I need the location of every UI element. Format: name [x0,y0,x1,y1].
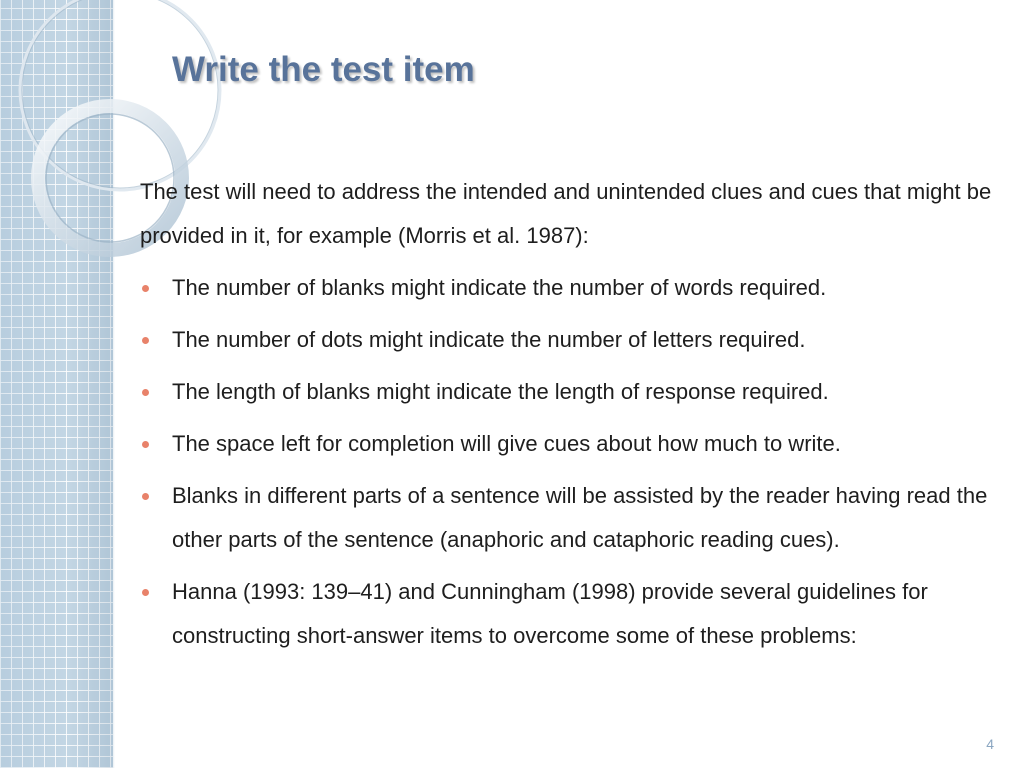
list-item [140,370,1000,414]
bullet-dot-icon [142,285,149,292]
list-item [140,266,1000,310]
large-ring-highlight [22,0,218,188]
bullet-dot-icon [142,589,149,596]
bullet-text: The space left for completion will give cues about how much to write. [172,431,841,456]
slide-body [140,170,1000,666]
bullet-dot-icon [142,493,149,500]
list-item [140,422,1000,466]
large-ring [20,0,220,190]
bullet-text: Blanks in different parts of a sentence will be assisted by the reader having read the other parts of the sentence (anaphoric and cataphoric reading cues). [172,483,988,552]
bullet-list [140,266,1000,658]
bullet-text: Hanna (1993: 139–41) and Cunningham (1998) provide several guidelines for constructing short-answer items to overcome some of these problems: [172,579,928,648]
list-item [140,570,1000,658]
intro-paragraph: The test will need to address the intended and unintended clues and cues that might be provided in it, for example (Morris et al. 1987): [140,179,992,248]
slide-number: 4 [986,736,994,752]
list-item [140,318,1000,362]
bullet-text: The number of blanks might indicate the number of words required. [172,275,827,300]
bullet-text: The length of blanks might indicate the length of response required. [172,379,829,404]
bullet-dot-icon [142,441,149,448]
bullet-dot-icon [142,337,149,344]
bullet-dot-icon [142,389,149,396]
bullet-text: The number of dots might indicate the number of letters required. [172,327,806,352]
list-item [140,474,1000,562]
slide-title: Write the test item [172,50,475,89]
